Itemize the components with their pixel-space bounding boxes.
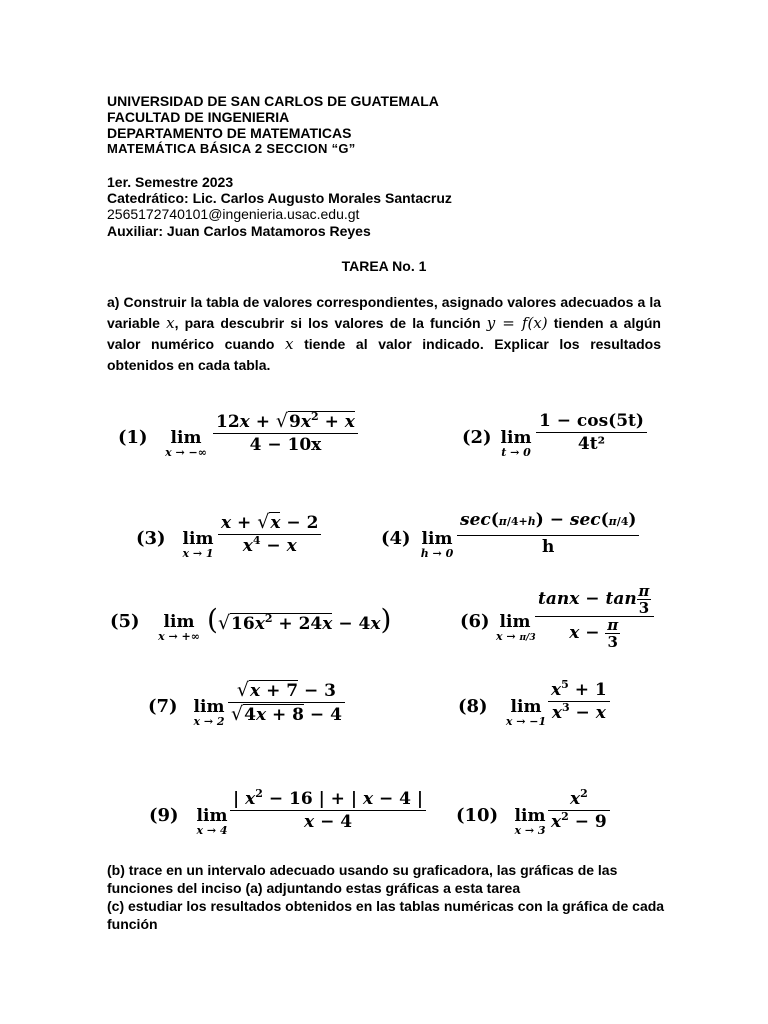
limit-operator: lim x → 2 (193, 697, 225, 728)
problem-number: (3) (136, 528, 166, 549)
limit-operator: lim t → 0 (500, 428, 532, 459)
fraction: 1 − cos(5t) 4t² (536, 410, 647, 455)
fraction: | $x^2 - 16$ | + | x − 4 | x − 4 (230, 788, 426, 833)
assistant: Auxiliar: Juan Carlos Matamoros Reyes (107, 223, 371, 239)
assignment-title: TAREA No. 1 (341, 258, 427, 274)
faculty-name: FACULTAD DE INGENIERIA (107, 109, 290, 125)
email: 2565172740101@ingenieria.usac.edu.gt (107, 206, 360, 222)
fraction: $x^2$ $x^2 - 9$ (548, 788, 610, 833)
fraction: $x^5 + 1$ $x^3 - x$ (548, 679, 610, 724)
part-c: (c) estudiar los resultados obtenidos en las tablas numéricas con la gráfica de cada función (107, 898, 665, 932)
problem-number: (6) (460, 611, 490, 632)
problem-number: (8) (458, 696, 488, 717)
problem-number: (1) (118, 427, 148, 448)
limit-operator: lim x → −1 (505, 697, 547, 728)
university-name: UNIVERSIDAD DE SAN CARLOS DE GUATEMALA (107, 93, 439, 109)
course-name: MATEMÁTICA BÁSICA 2 SECCION “G” (107, 141, 356, 156)
fraction: sec(π/4+h) − sec(π/4) h (457, 509, 639, 558)
department-name: DEPARTAMENTO DE MATEMATICAS (107, 125, 352, 141)
limit-operator: lim x → −∞ (165, 428, 207, 459)
limit-operator: lim x → 3 (514, 806, 546, 837)
expression: $(√16x^2 + 24x - 4x)$ (207, 603, 392, 636)
problem-number: (10) (456, 805, 499, 826)
problem-number: (7) (148, 696, 178, 717)
fraction: x + √x − 2 $x^4 - x$ (218, 511, 321, 557)
part-b: (b) trace en un intervalo adecuado usando su graficadora, las gráficas de las funciones del inciso (a) adjuntando estas gráficas a esta tarea (107, 862, 618, 896)
semester: 1er. Semestre 2023 (107, 174, 234, 190)
problem-number: (2) (462, 427, 492, 448)
limit-operator: lim x → π/3 (496, 612, 536, 643)
limit-operator: lim x → +∞ (158, 612, 200, 643)
fraction: tanx − tan $\frac{\pi}{3}$ x − $\frac{\pi}{3}$ (535, 583, 654, 650)
problem-number: (9) (149, 805, 179, 826)
problem-number: (5) (110, 611, 140, 632)
professor: Catedrático: Lic. Carlos Augusto Morales Santacruz (107, 190, 452, 206)
footer-instructions (107, 861, 667, 933)
limit-operator: lim x → 1 (182, 529, 214, 560)
fraction: √x + 7 − 3 √4x + 8 − 4 (228, 679, 345, 726)
limit-operator: lim x → 4 (196, 806, 228, 837)
problem-number: (4) (381, 528, 411, 549)
instructions-paragraph: a) Construir la tabla de valores correspondientes, asignado valores adecuados a la variable x, para descubrir si los valores de la función y = f(x) tienden a algún valor numérico cuando x tiende al valor indicado. Explicar los resultados obtenidos en cada tabla. (107, 294, 661, 373)
limit-operator: lim h → 0 (420, 529, 454, 560)
fraction: $12x + √9x^2 + x$ 4 − 10x (213, 410, 358, 456)
